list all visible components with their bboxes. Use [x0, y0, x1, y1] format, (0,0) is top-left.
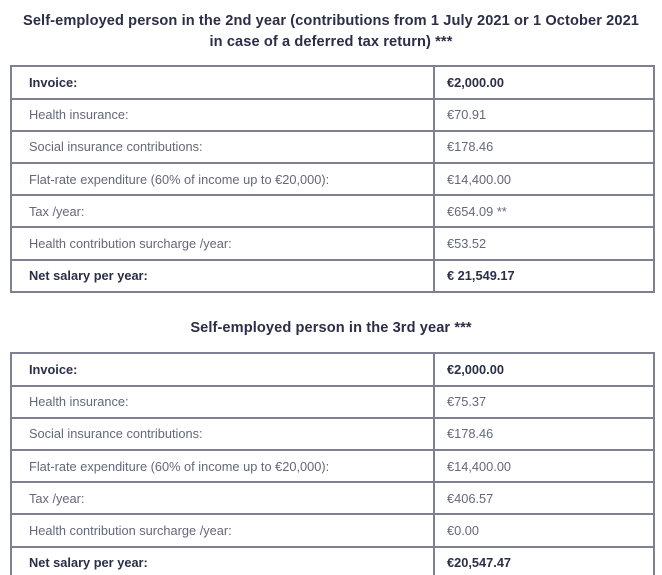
row-label: Health contribution surcharge /year:	[12, 515, 435, 545]
row-value: € 21,549.17	[447, 268, 515, 284]
section-title-2nd-year: Self-employed person in the 2nd year (contributions from 1 July 2021 or 1 October 2021 in case of a deferred tax return) ***	[22, 13, 640, 50]
table-row	[12, 451, 653, 483]
row-label: Invoice:	[12, 67, 435, 97]
section-title-3rd-year: Self-employed person in the 3rd year ***	[190, 319, 472, 336]
table-row	[12, 164, 653, 196]
row-value: €2,000.00	[447, 75, 504, 91]
table-row	[12, 228, 653, 260]
table-row	[12, 67, 653, 99]
row-value: €14,400.00	[447, 171, 512, 187]
row-value: €0.00	[447, 523, 480, 538]
table-row	[12, 387, 653, 419]
row-label: Net salary per year:	[12, 548, 435, 575]
salary-table-3rd-year	[10, 352, 655, 575]
row-value: €75.37	[447, 394, 487, 410]
table-row	[12, 261, 653, 291]
row-value: €14,400.00	[447, 458, 512, 474]
row-value: €406.57	[447, 490, 494, 506]
table-row	[12, 548, 653, 575]
table-row	[12, 100, 653, 132]
table-row	[12, 419, 653, 451]
table-row	[12, 354, 653, 386]
row-value: €53.52	[447, 235, 487, 251]
row-value: €654.09 **	[447, 203, 507, 219]
row-value: €20,547.47	[447, 555, 512, 571]
row-label: Flat-rate expenditure (60% of income up to €20,000):	[12, 164, 435, 194]
row-label: Tax /year:	[12, 196, 435, 226]
table-row	[12, 483, 653, 515]
row-value: €70.91	[447, 107, 487, 123]
row-label: Invoice:	[12, 354, 435, 384]
row-value: €2,000.00	[447, 362, 504, 378]
row-label: Tax /year:	[12, 483, 435, 513]
table-row	[12, 515, 653, 547]
row-label: Health insurance:	[12, 387, 435, 417]
row-label: Health insurance:	[12, 100, 435, 130]
table-row	[12, 132, 653, 164]
row-label: Health contribution surcharge /year:	[12, 228, 435, 258]
row-label: Net salary per year:	[12, 261, 435, 291]
row-value: €178.46	[447, 139, 494, 155]
row-label: Flat-rate expenditure (60% of income up to €20,000):	[12, 451, 435, 481]
table-row	[12, 196, 653, 228]
row-value: €178.46	[447, 426, 494, 442]
row-label: Social insurance contributions:	[12, 419, 435, 449]
row-label: Social insurance contributions:	[12, 132, 435, 162]
salary-table-2nd-year	[10, 65, 655, 292]
